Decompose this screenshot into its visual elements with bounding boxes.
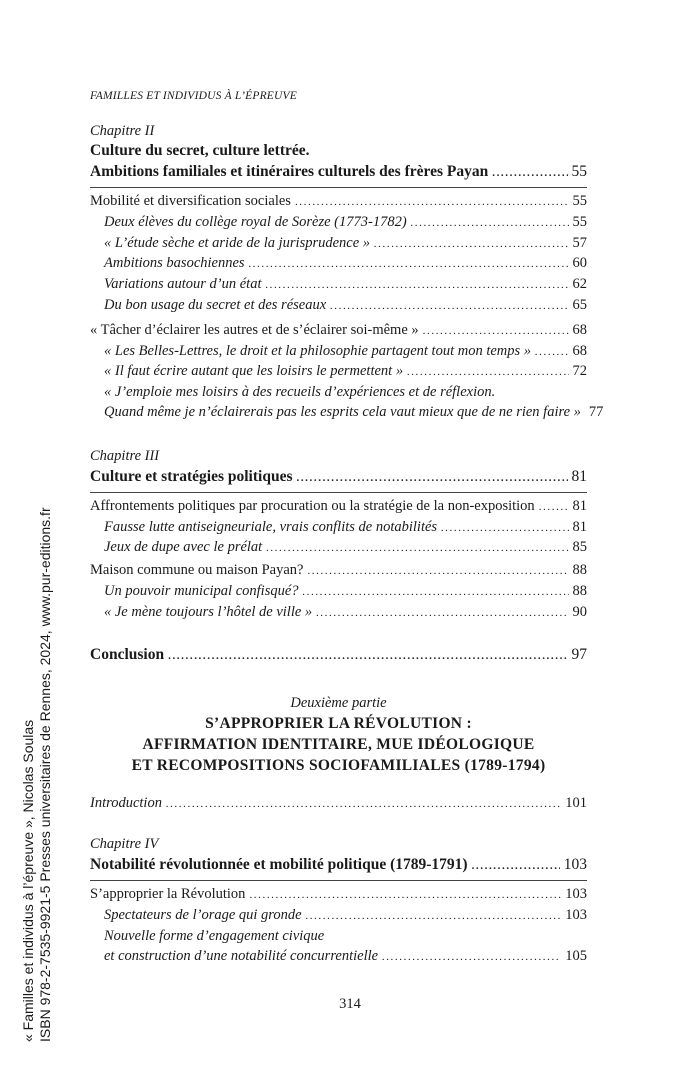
page-ref: 105 bbox=[565, 947, 587, 964]
page-ref: 103 bbox=[565, 907, 587, 924]
leader-dots bbox=[249, 886, 561, 906]
toc-subentry-multiline[interactable] bbox=[90, 927, 587, 968]
page-number: 314 bbox=[339, 996, 361, 1012]
toc-subentry[interactable] bbox=[90, 254, 587, 275]
toc-subentry[interactable] bbox=[90, 362, 587, 383]
chapter-3-rule bbox=[90, 492, 587, 493]
part-2-heading bbox=[90, 693, 587, 776]
leader-dots bbox=[266, 539, 568, 559]
page-ref: 72 bbox=[572, 363, 587, 380]
side-credit-line1: « Familles et individus à l’épreuve », Nicolas Soulas bbox=[20, 719, 36, 1042]
leader-dots bbox=[266, 276, 569, 296]
page-ref: 103 bbox=[563, 856, 587, 874]
leader-dots bbox=[539, 498, 569, 518]
chapter-2-title-entry[interactable] bbox=[90, 161, 587, 184]
toc-subentry-label: « Les Belles-Lettres, le droit et la philosophie partagent tout mon temps » bbox=[104, 342, 532, 359]
page-ref: 85 bbox=[572, 539, 587, 556]
page-ref: 68 bbox=[572, 342, 587, 359]
page-ref: 103 bbox=[565, 886, 587, 903]
leader-dots bbox=[423, 322, 569, 342]
toc-subentry-line1: « J’emploie mes loisirs à des recueils d’expériences et de réflexion. bbox=[104, 384, 496, 401]
toc-subentry-multiline[interactable] bbox=[90, 383, 604, 424]
side-credit-line2: ISBN 978-2-7535-9921-5 Presses universitaires de Rennes, 2024, www.pur-editions.fr bbox=[37, 507, 53, 1042]
page-ref: 55 bbox=[572, 213, 587, 230]
leader-dots bbox=[382, 948, 561, 968]
chapter-2-label: Chapitre II bbox=[90, 123, 155, 139]
page-ref: 88 bbox=[572, 582, 587, 599]
chapter-4-title-entry[interactable] bbox=[90, 854, 587, 877]
chapter-4-title: Notabilité révolutionnée et mobilité politique (1789-1791) bbox=[90, 856, 468, 874]
toc-subentry-line1: Nouvelle forme d’engagement civique bbox=[104, 927, 325, 944]
leader-dots bbox=[441, 519, 568, 539]
toc-subentry-label: Jeux de dupe avec le prélat bbox=[104, 539, 263, 556]
leader-dots bbox=[472, 856, 560, 877]
page-ref: 55 bbox=[571, 163, 587, 180]
toc-entry[interactable] bbox=[90, 192, 587, 213]
toc-entry[interactable] bbox=[90, 561, 587, 582]
toc-entry-label: « Tâcher d’éclairer les autres et de s’éclairer soi-même » bbox=[90, 321, 419, 338]
page-ref: 97 bbox=[571, 645, 587, 663]
page-ref: 81 bbox=[572, 497, 587, 514]
toc-subentry[interactable] bbox=[90, 538, 587, 559]
toc-subentry[interactable] bbox=[90, 342, 587, 363]
introduction-entry[interactable] bbox=[90, 794, 587, 815]
toc-subentry[interactable] bbox=[90, 234, 587, 255]
toc-subentry[interactable] bbox=[90, 582, 587, 603]
toc-subentry-label: Spectateurs de l’orage qui gronde bbox=[104, 907, 302, 924]
leader-dots bbox=[168, 646, 567, 667]
leader-dots bbox=[374, 235, 568, 255]
conclusion-label: Conclusion bbox=[90, 645, 165, 663]
leader-dots bbox=[316, 604, 568, 624]
toc-subentry-line2: et construction d’une notabilité concurrentielle bbox=[104, 947, 379, 964]
page-ref: 55 bbox=[572, 193, 587, 209]
toc-entry-label: Mobilité et diversification sociales bbox=[90, 193, 291, 209]
leader-dots bbox=[303, 583, 569, 603]
part-2-title-line3: ET RECOMPOSITIONS SOCIOFAMILIALES (1789-1794) bbox=[131, 756, 546, 774]
chapter-2-title-line2: Ambitions familiales et itinéraires culturels des frères Payan bbox=[90, 163, 489, 180]
chapter-3-title: Culture et stratégies politiques bbox=[90, 467, 293, 485]
toc-subentry[interactable] bbox=[90, 296, 587, 317]
page-ref: 90 bbox=[572, 603, 587, 620]
toc-subentry-label: Variations autour d’un état bbox=[104, 276, 262, 293]
toc-subentry[interactable] bbox=[90, 518, 587, 539]
leader-dots bbox=[330, 297, 568, 317]
toc-subentry-label: Ambitions basochiennes bbox=[104, 255, 245, 272]
page-ref: 88 bbox=[572, 562, 587, 579]
toc-subentry[interactable] bbox=[90, 213, 587, 234]
page-ref: 62 bbox=[572, 276, 587, 293]
toc-subentry[interactable] bbox=[90, 275, 587, 296]
toc-entry[interactable] bbox=[90, 885, 587, 906]
toc-subentry-label: Fausse lutte antiseigneuriale, vrais conflits de notabilités bbox=[104, 518, 438, 535]
leader-dots bbox=[407, 363, 568, 383]
chapter-3-label: Chapitre III bbox=[90, 447, 160, 464]
toc-subentry-label: « Je mène toujours l’hôtel de ville » bbox=[104, 603, 313, 620]
page-ref: 81 bbox=[571, 467, 587, 485]
toc-entry-label: S’approprier la Révolution bbox=[90, 886, 246, 903]
leader-dots bbox=[249, 255, 569, 275]
chapter-3-title-entry[interactable] bbox=[90, 466, 587, 489]
leader-dots bbox=[306, 907, 562, 927]
page-ref: 57 bbox=[572, 234, 587, 251]
chapter-2-rule bbox=[90, 187, 587, 188]
toc-subentry-label: Un pouvoir municipal confisqué? bbox=[104, 582, 299, 599]
leader-dots bbox=[295, 193, 569, 213]
toc-subentry-label: « L’étude sèche et aride de la jurisprudence » bbox=[104, 234, 371, 251]
toc-entry-label: Affrontements politiques par procuration ou la stratégie de la non-exposition bbox=[90, 497, 535, 514]
part-2-title-line1: S’APPROPRIER LA RÉVOLUTION : bbox=[205, 714, 472, 732]
page-ref: 101 bbox=[565, 794, 587, 811]
toc-entry[interactable] bbox=[90, 497, 587, 518]
leader-dots bbox=[411, 214, 569, 234]
side-credit bbox=[20, 0, 100, 1042]
leader-dots bbox=[166, 795, 561, 815]
leader-dots bbox=[296, 468, 567, 489]
page-ref: 77 bbox=[588, 403, 604, 420]
toc-entry[interactable] bbox=[90, 321, 587, 342]
toc-subentry-label: Deux élèves du collège royal de Sorèze (1773-1782) bbox=[104, 213, 407, 230]
toc-subentry-label: « Il faut écrire autant que les loisirs le permettent » bbox=[104, 363, 404, 380]
toc-subentry[interactable] bbox=[90, 906, 587, 927]
page-ref: 68 bbox=[572, 321, 587, 338]
introduction-label: Introduction bbox=[90, 794, 162, 811]
toc-subentry-line2: Quand même je n’éclairerais pas les esprits cela vaut mieux que de ne rien faire » bbox=[104, 403, 581, 420]
chapter-2-title-line1: Culture du secret, culture lettrée. bbox=[90, 142, 310, 159]
part-2-title-line2: AFFIRMATION IDENTITAIRE, MUE IDÉOLOGIQUE bbox=[142, 735, 535, 753]
toc-subentry-label: Du bon usage du secret et des réseaux bbox=[104, 296, 327, 313]
table-of-contents bbox=[90, 122, 604, 968]
toc-entry-label: Maison commune ou maison Payan? bbox=[90, 562, 304, 579]
page-ref: 65 bbox=[572, 296, 587, 313]
chapter-4-label: Chapitre IV bbox=[90, 836, 159, 853]
page-ref: 81 bbox=[572, 518, 587, 535]
conclusion-entry[interactable] bbox=[90, 644, 587, 667]
leader-dots bbox=[492, 163, 567, 184]
running-head: FAMILLES ET INDIVIDUS À L’ÉPREUVE bbox=[90, 90, 297, 102]
toc-subentry[interactable] bbox=[90, 603, 587, 624]
page-ref: 60 bbox=[572, 255, 587, 272]
leader-dots bbox=[307, 562, 568, 582]
leader-dots bbox=[535, 343, 568, 363]
part-2-label: Deuxième partie bbox=[290, 694, 387, 711]
chapter-4-rule bbox=[90, 880, 587, 881]
